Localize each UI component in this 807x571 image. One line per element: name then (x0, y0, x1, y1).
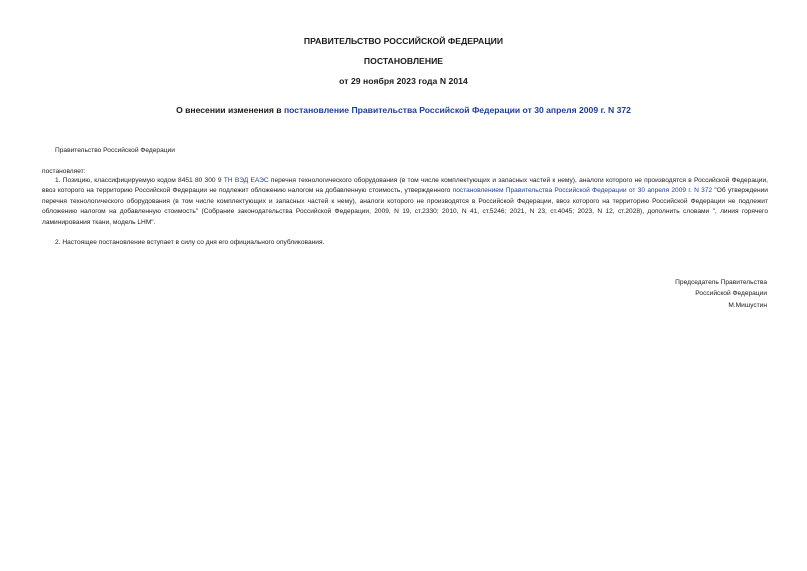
government-heading: ПРАВИТЕЛЬСТВО РОССИЙСКОЙ ФЕДЕРАЦИИ (303, 36, 504, 46)
link-resolution-372[interactable]: постановлением Правительства Российской Федерации от 30 апреля 2009 г. N 372 (452, 187, 713, 195)
signature-block (675, 277, 767, 311)
title-link-resolution-372[interactable]: постановление Правительства Российской Федерации от 30 апреля 2009 г. N 372 (283, 105, 631, 115)
paragraph-1-text-b: перечня технологического оборудования (в том числе комплектующих и запасных частей к нему), аналоги которого не производятся в Российской Федерации, ввоз которого на территорию Российской Федерации не подлежит обложению налогом на добавленную стоимость, утвержденного (42, 177, 768, 195)
title-prefix: О внесении изменения в (176, 105, 284, 115)
document-type-heading: ПОСТАНОВЛЕНИЕ (363, 56, 444, 66)
paragraph-1 (42, 176, 768, 228)
resolves-line: постановляет: (42, 168, 86, 175)
document-title (0, 105, 807, 115)
signature-position-line-2: Российской Федерации (695, 290, 767, 298)
issuer-line: Правительство Российской Федерации (55, 147, 175, 154)
paragraph-2: 2. Настоящее постановление вступает в силу со дня его официального опубликования. (55, 239, 325, 246)
paragraph-1-text-c: "Об утверждении перечня технологического оборудования (в том числе комплектующих и запасных частей к нему), аналоги которого не производятся в Российской Федерации, ввоз которого на территорию Российской Федерации не подлежит обложению налогом на добавленную стоимость" (Собрание законодательства Российской Федерации, 2009, N 19, ст.2330; 2010, N 41, ст.5246; 2021, N 23, ст.4045; 2023, N 12, ст.2028), дополнить словами ", линия горячего ламинирования ткани, модель LHM". (42, 187, 768, 226)
signature-position-line-1: Председатель Правительства (675, 279, 767, 286)
link-tn-ved-eaes[interactable]: ТН ВЭД ЕАЭС (223, 177, 269, 184)
paragraph-1-text-a: 1. Позицию, классифицируемую кодом 8451 80 300 9 (55, 177, 224, 184)
date-number-heading: от 29 ноября 2023 года N 2014 (339, 76, 468, 86)
signature-name: М.Мишустин (728, 301, 767, 309)
